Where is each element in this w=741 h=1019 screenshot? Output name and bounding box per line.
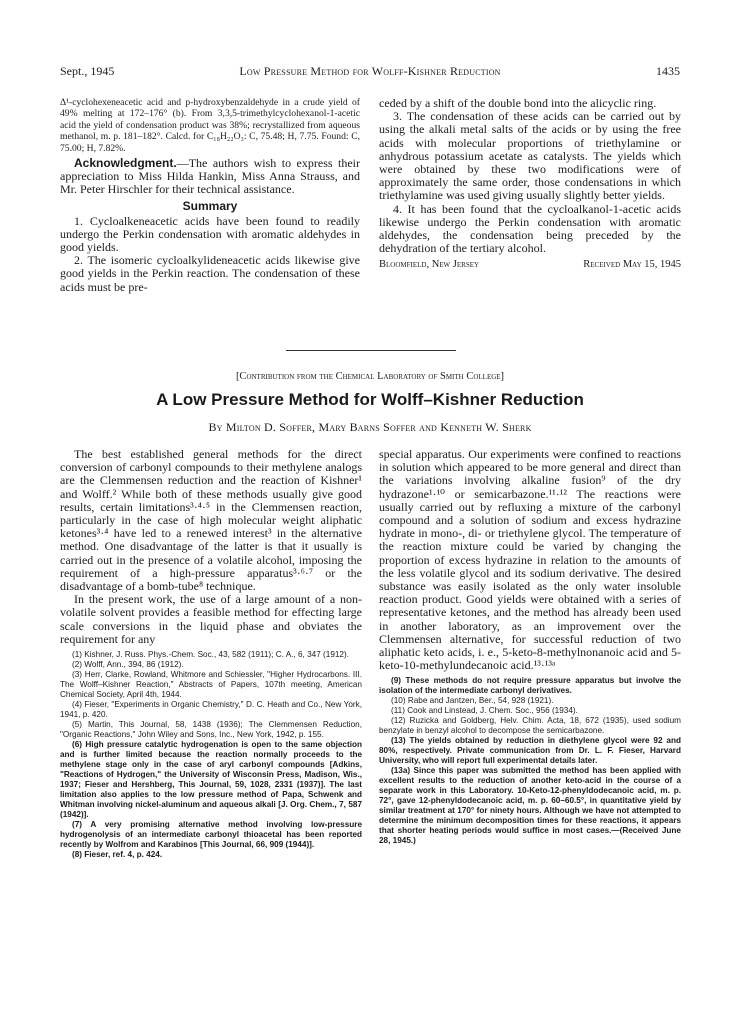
experimental-tail: Δ¹-cyclohexeneacetic acid and p-hydroxybenzaldehyde in a crude yield of 49% melting at 172–176° (b). From 3,3,5-trimethylcyclohexanol-1-acetic acid the yield of condensation product was 38%; recrystallized from aqueous methanol, m. p. 181–182°. Calcd. for C₁₈H₂₂O₃: C, 75.48; H, 7.75. Found: C, 75.00; H, 7.82%. xyxy=(60,97,360,154)
summary-item-2: 2. The isomeric cycloalkylideneacetic acids likewise give good yields in the Perkin reaction. The condensation of these acids must be pre- xyxy=(60,253,360,294)
summary-item-3: 3. The condensation of these acids can be carried out by using the alkali metal salts of the acids or by using the free acids with molecular proportions of triethylamine or anhydrous potassium acetate as catalysts. The yields which were obtained by these two modifications were of approximately the same order, those condensations in which triethylamine was used giving usually slightly better yields. xyxy=(379,109,681,203)
footnote: (4) Fieser, "Experiments in Organic Chemistry," D. C. Heath and Co., New York, 1941, p. 420. xyxy=(60,700,362,720)
footnote: (9) These methods do not require pressure apparatus but involve the isolation of the intermediate carbonyl derivatives. xyxy=(379,676,681,696)
article-title: A Low Pressure Method for Wolff–Kishner Reduction xyxy=(156,390,584,409)
prev-article-left-column xyxy=(60,97,360,345)
header-date: Sept., 1945 xyxy=(60,64,115,78)
footnotes-right xyxy=(379,676,681,846)
footnote: (1) Kishner, J. Russ. Phys.-Chem. Soc., 43, 582 (1911); C. A., 6, 347 (1912). xyxy=(72,650,349,660)
summary-item-1: 1. Cycloalkeneacetic acids have been found to readily undergo the Perkin condensation with aromatic aldehydes in good yields. xyxy=(60,213,360,255)
article-authors: By Milton D. Soffer, Mary Barns Soffer and Kenneth W. Sherk xyxy=(208,420,532,434)
acknowledgment-text: —The authors wish to express their appreciation to Miss Hilda Hankin, Miss Anna Strauss, and Mr. Peter Hirschler for their technical assistance. xyxy=(60,156,360,197)
article-left-column xyxy=(60,448,362,978)
footnote: (6) High pressure catalytic hydrogenation is open to the same objection and is further limited because the reaction normally proceeds to the methylene stage only in the case of aryl carbonyl compounds [Adkins, "Reactions of Hydrogen," the University of Wisconsin Press, Madison, Wis., 1937; Fieser and Hershberg, This Journal, 59, 1028, 2331 (1937)]. The last limitation also applies to the low pressure method of Papa, Schwenk and Whitman involving nickel-aluminum and aqueous alkali [J. Org. Chem., 7, 587 (1942)]. xyxy=(60,740,362,820)
footnote: (13) The yields obtained by reduction in diethylene glycol were 92 and 80%, respectively. Private communication from Dr. L. F. Fieser, Harvard University, who will report full experimental details later. xyxy=(379,736,681,766)
footnote: (3) Herr, Clarke, Rowland, Whitmore and Schiessler, "Higher Hydrocarbons. III. The Wolff–Kishner Reaction," Abstracts of Papers, 107th meeting, American Chemical Society, April 4th, 1944. xyxy=(60,670,362,700)
footnote: (10) Rabe and Jantzen, Ber., 54, 928 (1921). xyxy=(391,696,554,706)
paragraph-present-work-continued: special apparatus. Our experiments were confined to reactions in solution which appeared to be more general and direct than the variations involving alkaline fusion⁹ of the dry hydrazone¹·¹⁰ or semicarbazone.¹¹·¹² The reactions were usually carried out by refluxing a mixture of the carbonyl compound and a solution of sodium and excess hydrazine hydrate in mono-, di- or triethylene glycol. The temperature of the reaction mixture could be varied by changing the proportion of excess hydrazine in relation to the amounts of the less volatile glycol and its sodium derivative. The desired substance was easily isolated as the only water insoluble reaction product. Good yields were obtained with a series of representative ketones, and the method has already been used in another laboratory, as an improvement over the Clemmensen alternative, for successful reduction of two aliphatic keto acids, i. e., 5-keto-8-methylnonanoic acid and 5-keto-10-methylundecanoic acid.¹³·¹³ᵃ xyxy=(379,448,681,673)
header-title: Low Pressure Method for Wolff-Kishner Reduction xyxy=(239,64,501,78)
footnote: (8) Fieser, ref. 4, p. 424. xyxy=(72,850,163,860)
contribution-line: [Contribution from the Chemical Laboratory of Smith College] xyxy=(235,371,505,382)
acknowledgment xyxy=(60,157,360,197)
footnote: (12) Ruzicka and Goldberg, Helv. Chim. Acta, 18, 672 (1935), used sodium benzylate in benzyl alcohol to decompose the semicarbazone. xyxy=(379,716,681,736)
paragraph-present-work: In the present work, the use of a large amount of a non-volatile solvent provides a feasible method for effecting large scale conversions in the liquid phase and obviates the requirement for any xyxy=(60,592,362,646)
author-location: Bloomfield, New Jersey xyxy=(379,259,480,271)
article-right-column xyxy=(379,448,681,978)
prev-article-right-column xyxy=(379,97,681,345)
signature-line xyxy=(379,259,681,270)
footnotes-left xyxy=(60,650,362,860)
summary-item-2-continued: ceded by a shift of the double bond into the alicyclic ring. xyxy=(379,97,657,110)
paragraph-intro: The best established general methods for the direct conversion of carbonyl compounds to their methylene analogs are the Clemmensen reduction and the reaction of Kishner¹ and Wolff.² While both of these methods usually give good results, certain limitations³·⁴·⁵ in the Clemmensen reaction, particularly in the case of high molecular weight aliphatic ketones³·⁴ have led to a renewed interest³ in the alternative method. One disadvantage of the latter is that it usually is carried out in the presence of a volatile alcohol, imposing the requirement of a high-pressure apparatus³·⁶·⁷ or the disadvantage of a bomb-tube⁸ technique. xyxy=(60,448,362,594)
received-date: Received May 15, 1945 xyxy=(583,259,681,271)
acknowledgment-heading: Acknowledgment. xyxy=(74,156,177,171)
summary-item-4: 4. It has been found that the cycloalkanol-1-acetic acids likewise undergo the Perkin condensation with aromatic aldehydes, the condensation being preceded by the dehydration of the tertiary alcohol. xyxy=(379,201,681,256)
footnote: (5) Martin, This Journal, 58, 1438 (1936); The Clemmensen Reduction, "Organic Reactions," John Wiley and Sons, Inc., New York, 1942, p. 155. xyxy=(60,720,362,740)
summary-heading: Summary xyxy=(182,198,238,213)
header-page-number: 1435 xyxy=(656,64,680,78)
running-header xyxy=(60,64,680,80)
section-divider xyxy=(286,350,456,351)
footnote: (11) Cook and Linstead, J. Chem. Soc., 956 (1934). xyxy=(391,706,578,716)
footnote: (2) Wolff, Ann., 394, 86 (1912). xyxy=(72,660,184,670)
footnote: (7) A very promising alternative method involving low-pressure hydrogenolysis of an intermediate carbonyl thioacetal has been reported recently by Wolfrom and Karabinos [This Journal, 66, 909 (1944)]. xyxy=(60,820,362,850)
footnote: (13a) Since this paper was submitted the method has been applied with excellent results to the reduction of another keto-acid in the course of a separate work in this Laboratory. 10-Keto-12-phenyldodecanoic acid, m. p. 72°, gave 12-phenyldodecanoic acid, m. p. 60–60.5°, in quantitative yield by similar treatment at 170° for ninety hours. Although we have not attempted to determine the minimum decomposition times for these reactions, it appears that shorter heating periods would suffice in most cases.—(Received June 28, 1945.) xyxy=(379,766,681,846)
